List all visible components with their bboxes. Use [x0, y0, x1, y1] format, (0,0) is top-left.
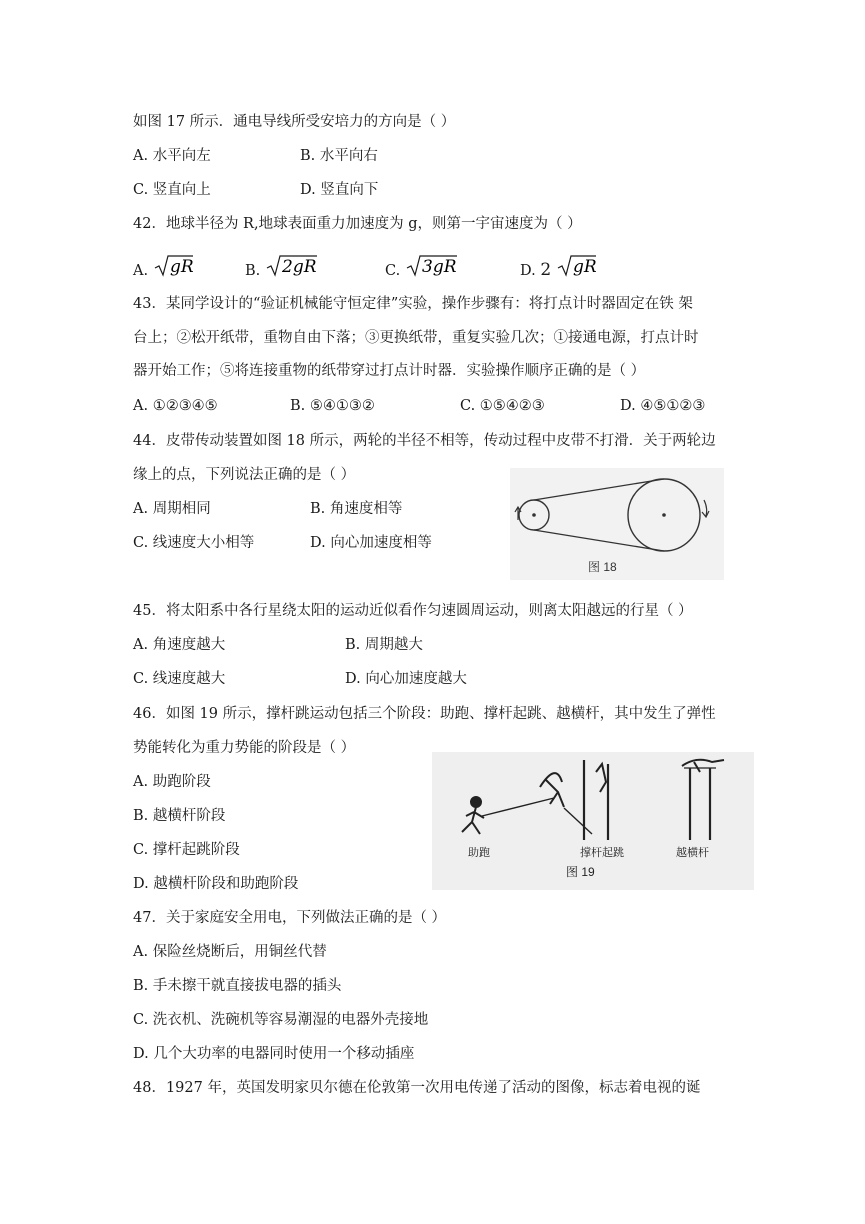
q42-expr-a: gR	[169, 257, 193, 277]
q43-line-3: 器开始工作；⑤将连接重物的纸带穿过打点计时器．实验操作顺序正确的是（ ）	[133, 363, 646, 379]
q43-option-b: B. ⑤④①③②	[290, 398, 375, 414]
q45-option-a: A. 角速度越大	[133, 637, 226, 653]
q45-option-c: C. 线速度越大	[133, 671, 226, 687]
q42-option-c	[385, 254, 457, 284]
sqrt-symbol	[405, 254, 457, 284]
figure-label-run: 助跑	[468, 847, 490, 859]
q42-option-d	[520, 254, 596, 284]
figure-label-takeoff: 撑杆起跳	[580, 847, 624, 859]
q41-stem: 如图 17 所示．通电导线所受安培力的方向是（ ）	[133, 114, 456, 130]
q42-expr-d: gR	[572, 257, 596, 277]
option-label: C.	[385, 263, 401, 279]
figure-19-caption: 图 19	[566, 865, 595, 879]
sqrt-symbol	[265, 254, 317, 284]
q43-option-c: C. ①⑤④②③	[460, 398, 545, 414]
q43-option-d: D. ④⑤①②③	[620, 398, 706, 414]
q44-option-a: A. 周期相同	[133, 501, 211, 517]
q47-option-b: B. 手未擦干就直接拔电器的插头	[133, 978, 342, 994]
q41-option-c: C. 竖直向上	[133, 182, 211, 198]
q41-option-b: B. 水平向右	[300, 148, 378, 164]
q45-option-d: D. 向心加速度越大	[345, 671, 467, 687]
q45-stem: 45．将太阳系中各行星绕太阳的运动近似看作匀速圆周运动，则离太阳越远的行星（ ）	[133, 603, 693, 619]
q48-stem: 48．1927 年，英国发明家贝尔德在伦敦第一次用电传递了活动的图像，标志着电视的诞	[133, 1080, 701, 1096]
q46-option-d: D. 越横杆阶段和助跑阶段	[133, 876, 299, 892]
q46-option-c: C. 撑杆起跳阶段	[133, 842, 240, 858]
q44-option-c: C. 线速度大小相等	[133, 535, 255, 551]
q46-line-1: 46．如图 19 所示，撑杆跳运动包括三个阶段：助跑、撑杆起跳、越横杆，其中发生了弹性	[133, 706, 716, 722]
q44-line-1: 44．皮带传动装置如图 18 所示，两轮的半径不相等，传动过程中皮带不打滑．关于两轮边	[133, 433, 716, 449]
q45-option-b: B. 周期越大	[345, 637, 423, 653]
q42-option-b	[245, 254, 317, 284]
q47-option-c: C. 洗衣机、洗碗机等容易潮湿的电器外壳接地	[133, 1012, 429, 1028]
q47-option-a: A. 保险丝烧断后，用铜丝代替	[133, 944, 327, 960]
q46-option-a: A. 助跑阶段	[133, 774, 211, 790]
q42-expr-b: 2gR	[281, 257, 317, 277]
figure-18-caption: 图 18	[588, 560, 617, 574]
pole-vault-figure	[432, 752, 754, 890]
q44-line-2: 缘上的点，下列说法正确的是（ ）	[133, 467, 356, 483]
q47-option-d: D. 几个大功率的电器同时使用一个移动插座	[133, 1046, 415, 1062]
q44-option-d: D. 向心加速度相等	[310, 535, 432, 551]
figure-label-clear: 越横杆	[676, 847, 709, 859]
q41-option-a: A. 水平向左	[133, 148, 211, 164]
q47-stem: 47．关于家庭安全用电，下列做法正确的是（ ）	[133, 910, 447, 926]
q42-coef-d: 2	[540, 260, 552, 280]
belt-drive-figure	[510, 468, 724, 580]
q43-line-2: 台上；②松开纸带，重物自由下落；③更换纸带，重复实验几次；①接通电源，打点计时	[133, 330, 699, 346]
sqrt-symbol	[556, 254, 596, 284]
sqrt-symbol	[153, 254, 193, 284]
q43-line-1: 43．某同学设计的“验证机械能守恒定律”实验，操作步骤有：将打点计时器固定在铁 架	[133, 296, 693, 312]
option-label: B.	[245, 263, 261, 279]
q42-expr-c: 3gR	[421, 257, 457, 277]
q42-option-a	[133, 254, 193, 284]
q46-line-2: 势能转化为重力势能的阶段是（ ）	[133, 740, 356, 756]
option-label: D.	[520, 263, 536, 279]
q46-option-b: B. 越横杆阶段	[133, 808, 226, 824]
q43-option-a: A. ①②③④⑤	[133, 398, 218, 414]
q42-stem: 42．地球半径为 R,地球表面重力加速度为 g，则第一宇宙速度为（ ）	[133, 216, 582, 232]
option-label: A.	[133, 263, 149, 279]
q44-option-b: B. 角速度相等	[310, 501, 403, 517]
q41-option-d: D. 竖直向下	[300, 182, 379, 198]
